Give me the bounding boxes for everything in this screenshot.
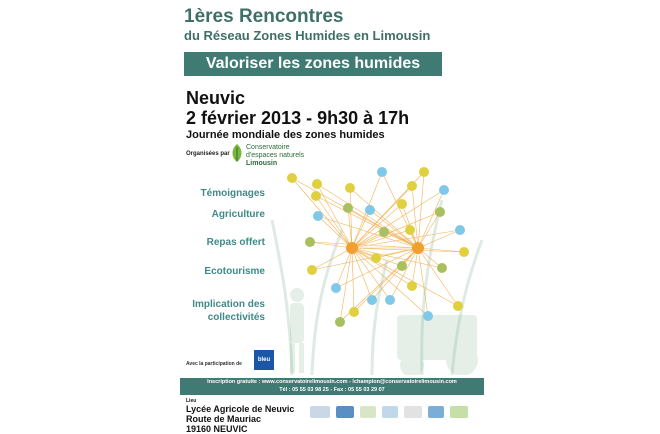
network-link — [418, 212, 440, 248]
network-node — [385, 295, 395, 305]
network-link — [336, 248, 352, 288]
partner-logo — [336, 406, 354, 418]
event-date: 2 février 2013 - 9h30 à 17h — [186, 108, 410, 128]
network-hub — [412, 242, 424, 254]
network-node — [455, 225, 465, 235]
venue-line2: Route de Mauriac — [186, 414, 262, 424]
partner-logo — [450, 406, 468, 418]
tractor-silhouette — [397, 315, 478, 375]
network-link — [352, 212, 440, 248]
venue-label: Lieu — [186, 398, 197, 404]
network-node — [335, 317, 345, 327]
network-node — [459, 247, 469, 257]
network-node — [423, 311, 433, 321]
organiser-logo-line3: Limousin — [246, 160, 278, 167]
network-node — [379, 227, 389, 237]
network-node — [313, 211, 323, 221]
registration-bar — [180, 378, 484, 395]
partner-logo — [428, 406, 444, 418]
partner-logos — [272, 400, 482, 426]
network-node — [453, 301, 463, 311]
network-node — [405, 225, 415, 235]
network-node — [287, 173, 297, 183]
radio-bleu-logo: bleu — [254, 350, 274, 370]
network-node — [377, 167, 387, 177]
network-node — [305, 237, 315, 247]
network-node — [312, 179, 322, 189]
registration-line1: Inscription gratuite : www.conservatoirelimousin.com - lchampion@conservatoirelimousin.com — [207, 379, 457, 385]
topic-collectivites: Implication des collectivités — [192, 299, 265, 323]
theme-banner: Valoriser les zones humides — [184, 52, 442, 76]
venue-line3: 19160 NEUVIC — [186, 424, 248, 434]
farmer-silhouette — [290, 288, 304, 373]
event-poster — [172, 0, 492, 434]
network-link — [312, 248, 352, 270]
organiser-logo-line2: d'espaces naturels — [246, 152, 305, 159]
network-node — [311, 191, 321, 201]
network-node — [349, 307, 359, 317]
network-hub — [346, 242, 358, 254]
partner-logo — [310, 406, 330, 418]
network-link — [352, 248, 372, 300]
topic-temoignages: Témoignages — [200, 188, 265, 199]
network-node — [397, 199, 407, 209]
network-node — [371, 253, 381, 263]
network-node — [407, 181, 417, 191]
network-node — [343, 203, 353, 213]
network-node — [365, 205, 375, 215]
poster-title: 1ères Rencontres — [184, 6, 344, 27]
event-city: Neuvic — [186, 88, 246, 108]
network-node — [407, 281, 417, 291]
network-link — [418, 230, 460, 248]
partner-logo — [382, 406, 398, 418]
organised-by-label: Organisées par — [186, 151, 230, 157]
topic-ecotourisme: Ecotourisme — [204, 266, 265, 277]
network-node — [419, 167, 429, 177]
registration-line2: Tél : 05 55 03 98 25 - Fax : 05 55 03 29 07 — [279, 387, 385, 393]
topic-repas: Repas offert — [206, 237, 265, 248]
organiser-logo-line1: Conservatoire — [246, 144, 290, 151]
participation-label: Avec la participation de — [186, 361, 242, 367]
poster-subtitle: du Réseau Zones Humides en Limousin — [184, 28, 431, 43]
network-node — [435, 207, 445, 217]
network-node — [345, 183, 355, 193]
event-day-name: Journée mondiale des zones humides — [186, 129, 385, 141]
network-node — [307, 265, 317, 275]
network-node — [397, 261, 407, 271]
venue-line1: Lycée Agricole de Neuvic — [186, 404, 295, 414]
network-node — [367, 295, 377, 305]
network-link — [412, 186, 418, 248]
partner-logo — [404, 406, 422, 418]
topic-agriculture: Agriculture — [211, 209, 265, 220]
network-node — [331, 283, 341, 293]
network-node — [439, 185, 449, 195]
network-node — [437, 263, 447, 273]
partner-logo — [360, 406, 376, 418]
